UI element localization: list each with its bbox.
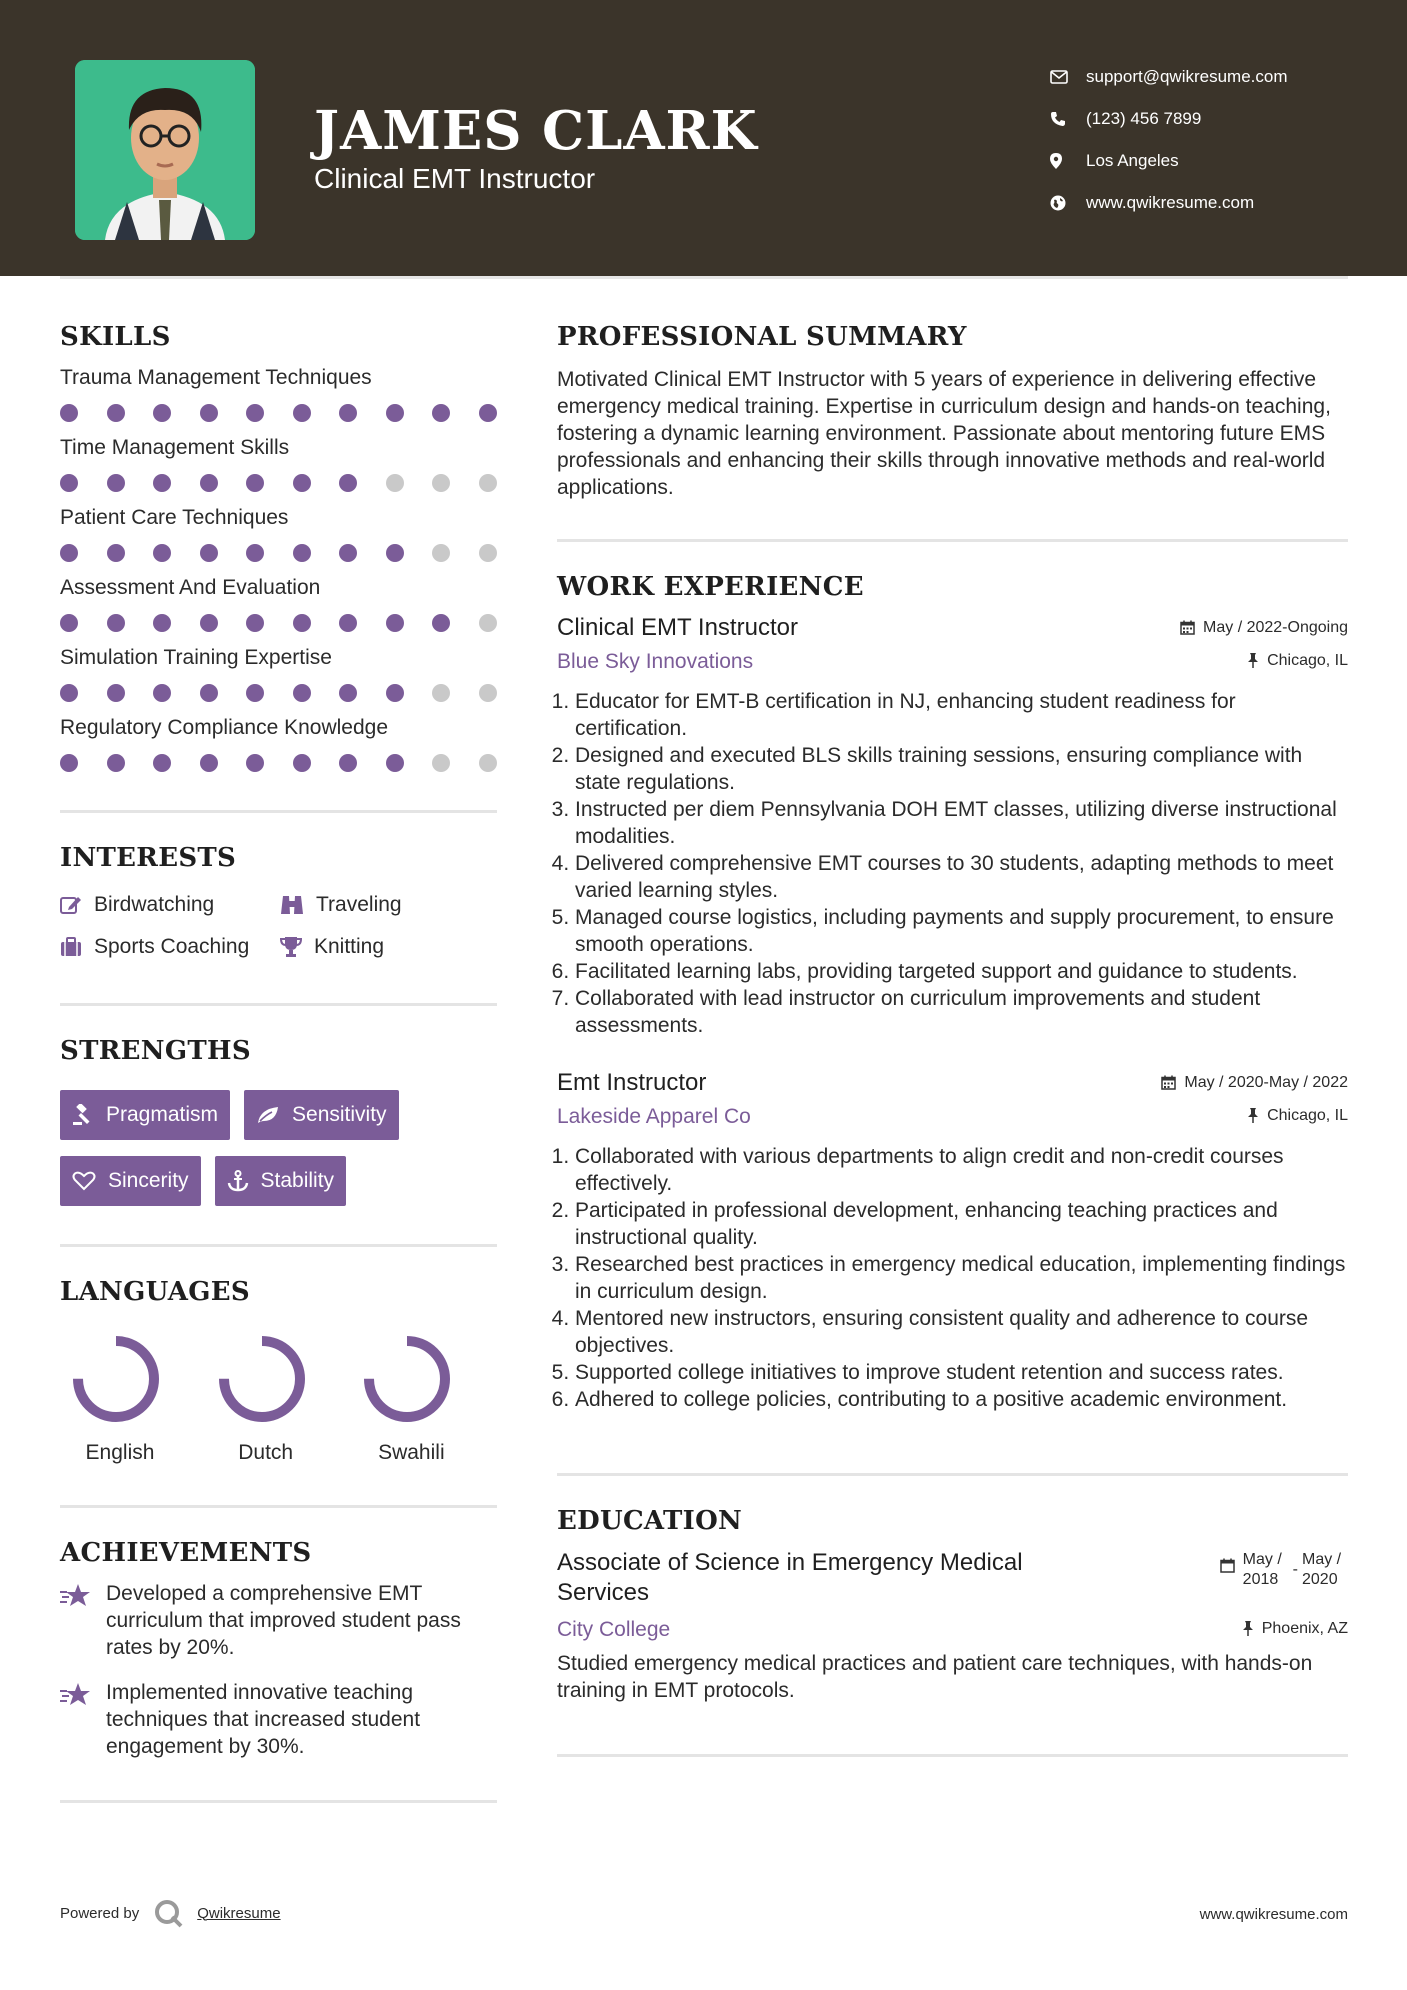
job-dates-text: May / 2020-May / 2022 [1184, 1073, 1348, 1091]
interest-item [280, 935, 480, 959]
duty-item: 3. Instructed per diem Pennsylvania DOH EMT classes, utilizing diverse instructional modalities. [575, 796, 1348, 850]
pushpin-icon [1247, 1108, 1259, 1123]
company-name: Lakeside Apparel Co [557, 1105, 751, 1128]
job-location-text: Chicago, IL [1267, 651, 1348, 669]
contact-website-text: www.qwikresume.com [1086, 193, 1255, 212]
globe-icon [1050, 195, 1086, 211]
qwikresume-logo-icon [153, 1898, 185, 1928]
rating-dot-filled [432, 404, 450, 422]
skills-section [60, 322, 497, 772]
candidate-title: Clinical EMT Instructor [314, 163, 596, 194]
achievements-heading: ACHIEVEMENTS [60, 1538, 312, 1568]
education-description: Studied emergency medical practices and patient care techniques, with hands-on training in EMT protocols. [557, 1652, 1313, 1702]
contact-website[interactable] [1050, 182, 1380, 224]
duty-item: 7. Collaborated with lead instructor on curriculum improvements and student assessments. [575, 985, 1348, 1039]
skills-list [60, 366, 497, 772]
rating-dot-filled [200, 614, 218, 632]
education-location [1242, 1620, 1348, 1638]
interests-section [60, 843, 497, 959]
rating-dot-filled [386, 404, 404, 422]
job-dates [1180, 619, 1348, 637]
skills-heading: SKILLS [60, 322, 171, 352]
education-location-text: Phoenix, AZ [1261, 1619, 1348, 1637]
header-divider [60, 276, 1348, 279]
duty-item: 4. Delivered comprehensive EMT courses to 30 students, adapting methods to meet varied learning styles. [575, 850, 1348, 904]
rating-dot-filled [479, 404, 497, 422]
rating-dot-filled [246, 474, 264, 492]
section-divider [60, 1505, 497, 1508]
rating-dot-filled [432, 614, 450, 632]
rating-dot-filled [107, 544, 125, 562]
strengths-heading: STRENGTHS [60, 1036, 251, 1066]
skill-name: Simulation Training Expertise [60, 646, 332, 669]
rating-dot-filled [386, 754, 404, 772]
languages-heading: LANGUAGES [60, 1277, 250, 1307]
language-item [60, 1329, 206, 1465]
skill-name: Regulatory Compliance Knowledge [60, 716, 389, 739]
rating-dot-filled [246, 614, 264, 632]
rating-dot-filled [339, 614, 357, 632]
school-name: City College [557, 1618, 671, 1641]
strength-label: Sincerity [108, 1169, 189, 1192]
left-column [60, 322, 497, 1803]
rating-dot-filled [153, 684, 171, 702]
language-level-ring [66, 1329, 166, 1429]
powered-by-text: Powered by [60, 1904, 140, 1922]
rating-dot-filled [60, 684, 78, 702]
rating-dot-filled [246, 404, 264, 422]
rating-dot-filled [339, 684, 357, 702]
qwikresume-link[interactable]: Qwikresume [197, 1904, 281, 1922]
education-date-start: May / 2018 [1242, 1551, 1282, 1588]
gavel-icon [72, 1104, 94, 1126]
rating-dot-filled [293, 544, 311, 562]
map-pin-icon [1050, 153, 1086, 169]
strength-tag [60, 1090, 230, 1140]
pushpin-icon [1242, 1621, 1254, 1636]
strength-label: Sensitivity [292, 1103, 387, 1126]
contact-phone-text: (123) 456 7899 [1086, 109, 1202, 128]
contact-email-text: support@qwikresume.com [1086, 67, 1288, 86]
rating-dot-filled [153, 754, 171, 772]
rating-dot-empty [479, 754, 497, 772]
section-divider [60, 1800, 497, 1803]
achievement-text: Implemented innovative teaching techniques that increased student engagement by 30%. [106, 1681, 421, 1758]
duty-item: 1. Educator for EMT-B certification in NJ, enhancing student readiness for certification. [575, 688, 1348, 742]
job-location-text: Chicago, IL [1267, 1106, 1348, 1124]
rating-dot-empty [432, 544, 450, 562]
skill-rating [60, 544, 497, 562]
rating-dot-filled [60, 754, 78, 772]
interest-item [60, 935, 280, 959]
heart-icon [72, 1171, 96, 1191]
rating-dot-filled [293, 474, 311, 492]
rating-dot-filled [246, 544, 264, 562]
language-item [206, 1329, 352, 1465]
rating-dot-filled [153, 404, 171, 422]
rating-dot-empty [479, 474, 497, 492]
degree-title: Associate of Science in Emergency Medical Services [557, 1549, 1023, 1606]
education-section [557, 1506, 1348, 1704]
strength-label: Stability [260, 1169, 335, 1192]
strengths-list [60, 1090, 497, 1206]
experience-heading: WORK EXPERIENCE [557, 572, 864, 602]
job-location [1247, 1107, 1348, 1125]
achievement-text: Developed a comprehensive EMT curriculum that improved student pass rates by 20%. [106, 1582, 461, 1659]
trophy-icon [280, 936, 302, 958]
rating-dot-filled [107, 404, 125, 422]
company-name: Blue Sky Innovations [557, 650, 754, 673]
calendar-icon [1161, 1075, 1176, 1090]
leaf-icon [256, 1105, 280, 1125]
interest-label: Sports Coaching [94, 935, 250, 958]
skill-name: Time Management Skills [60, 436, 290, 459]
education-dates [1220, 1550, 1348, 1608]
duties-list [557, 1143, 1348, 1413]
strength-tag [244, 1090, 399, 1140]
rating-dot-filled [200, 544, 218, 562]
rating-dot-filled [153, 544, 171, 562]
rating-dot-filled [339, 404, 357, 422]
language-level-ring [357, 1329, 457, 1429]
summary-section [557, 322, 1348, 501]
rating-dot-filled [200, 404, 218, 422]
rating-dot-empty [432, 684, 450, 702]
duty-item: 5. Managed course logistics, including payments and supply procurement, to ensure smooth operations. [575, 904, 1348, 958]
education-heading: EDUCATION [557, 1506, 743, 1536]
rating-dot-filled [293, 404, 311, 422]
language-label: English [85, 1441, 155, 1464]
rating-dot-filled [107, 474, 125, 492]
rating-dot-filled [107, 754, 125, 772]
skill-name: Assessment And Evaluation [60, 576, 321, 599]
achievements-section [60, 1538, 497, 1760]
duties-list [557, 688, 1348, 1039]
duty-item: 4. Mentored new instructors, ensuring consistent quality and adherence to course objectives. [575, 1305, 1348, 1359]
rating-dot-filled [60, 614, 78, 632]
rating-dot-empty [432, 474, 450, 492]
language-label: Dutch [238, 1441, 294, 1464]
job-title: Clinical EMT Instructor [557, 614, 798, 641]
calendar-icon [1180, 620, 1195, 635]
interest-item [280, 893, 480, 917]
rating-dot-filled [293, 754, 311, 772]
rating-dot-filled [200, 754, 218, 772]
rating-dot-filled [60, 544, 78, 562]
rating-dot-filled [200, 684, 218, 702]
language-item [351, 1329, 497, 1465]
rating-dot-filled [339, 754, 357, 772]
duty-item: 2. Participated in professional development, enhancing teaching practices and instructional quality. [575, 1197, 1348, 1251]
phone-icon [1050, 111, 1086, 127]
footer-branding [60, 1898, 281, 1928]
strength-tag [215, 1156, 347, 1206]
rating-dot-empty [386, 474, 404, 492]
rating-dot-filled [386, 544, 404, 562]
rating-dot-empty [479, 544, 497, 562]
rating-dot-empty [432, 754, 450, 772]
summary-text: Motivated Clinical EMT Instructor with 5 years of experience in delivering effective emergency medical training. Expertise in curriculum design and hands-on teaching, fostering a dynamic learning environment. Passionate about mentoring future EMS professionals and enhancing their skills through innovative methods and real-world applications. [557, 368, 1331, 499]
section-divider [60, 810, 497, 813]
summary-heading: PROFESSIONAL SUMMARY [557, 322, 967, 352]
job-title: Emt Instructor [557, 1069, 707, 1096]
avatar [75, 60, 255, 240]
calendar-icon [1220, 1558, 1235, 1573]
skill-name: Trauma Management Techniques [60, 366, 372, 389]
anchor-icon [227, 1170, 249, 1192]
rating-dot-filled [107, 684, 125, 702]
rating-dot-filled [153, 474, 171, 492]
strength-label: Pragmatism [106, 1103, 219, 1126]
interest-label: Knitting [314, 935, 385, 958]
language-label: Swahili [378, 1441, 445, 1464]
interests-list [60, 893, 497, 959]
language-level-arc [224, 1341, 300, 1417]
skill-rating [60, 474, 497, 492]
languages-list [60, 1329, 497, 1465]
skill-rating [60, 614, 497, 632]
section-divider [60, 1003, 497, 1006]
rating-dot-filled [107, 614, 125, 632]
contact-info [1050, 56, 1380, 224]
strengths-section [60, 1036, 497, 1206]
skill-rating [60, 404, 497, 422]
interest-item [60, 893, 280, 917]
envelope-icon [1050, 70, 1086, 84]
job-location [1247, 652, 1348, 670]
job-dates-text: May / 2022-Ongoing [1203, 618, 1348, 636]
contact-email[interactable] [1050, 56, 1380, 98]
contact-location [1050, 140, 1380, 182]
skill-rating [60, 684, 497, 702]
resume-header [0, 0, 1407, 276]
job-entry [557, 614, 1348, 1039]
duty-item: 2. Designed and executed BLS skills training sessions, ensuring compliance with state regulations. [575, 742, 1348, 796]
duty-item: 1. Collaborated with various departments to align credit and non-credit courses effectively. [575, 1143, 1348, 1197]
language-level-arc [78, 1341, 154, 1417]
skill-rating [60, 754, 497, 772]
duty-item: 6. Adhered to college policies, contributing to a positive academic environment. [575, 1386, 1348, 1413]
language-level-arc [369, 1341, 445, 1417]
language-level-ring [212, 1329, 312, 1429]
footer-website[interactable]: www.qwikresume.com [1199, 1906, 1348, 1923]
right-column [557, 322, 1348, 1757]
edit-icon [60, 895, 82, 915]
rating-dot-filled [386, 614, 404, 632]
briefcase-icon [60, 937, 82, 957]
interest-label: Birdwatching [94, 893, 215, 916]
rating-dot-filled [339, 474, 357, 492]
strength-tag [60, 1156, 201, 1206]
duty-item: 6. Facilitated learning labs, providing targeted support and guidance to students. [575, 958, 1348, 985]
rating-dot-filled [60, 474, 78, 492]
achievement-item [60, 1679, 497, 1760]
star-badge-icon [60, 1681, 92, 1707]
section-divider [60, 1244, 497, 1247]
profile-photo [75, 60, 255, 240]
section-divider [557, 539, 1348, 542]
rating-dot-filled [60, 404, 78, 422]
achievement-item [60, 1580, 497, 1661]
job-dates [1161, 1074, 1348, 1092]
rating-dot-filled [293, 684, 311, 702]
pushpin-icon [1247, 653, 1259, 668]
contact-location-text: Los Angeles [1086, 151, 1179, 170]
education-date-end: May / 2020 [1302, 1551, 1342, 1588]
star-badge-icon [60, 1582, 92, 1608]
job-entry [557, 1069, 1348, 1413]
binoculars-icon [280, 894, 304, 916]
contact-phone[interactable] [1050, 98, 1380, 140]
candidate-name: JAMES CLARK [314, 100, 758, 162]
rating-dot-filled [246, 754, 264, 772]
interests-heading: INTERESTS [60, 843, 237, 873]
languages-section [60, 1277, 497, 1465]
rating-dot-filled [246, 684, 264, 702]
duty-item: 3. Researched best practices in emergency medical education, implementing findings in curriculum design. [575, 1251, 1348, 1305]
rating-dot-filled [200, 474, 218, 492]
rating-dot-filled [293, 614, 311, 632]
interest-label: Traveling [316, 893, 402, 916]
section-divider [557, 1754, 1348, 1757]
rating-dot-empty [479, 614, 497, 632]
duty-item: 5. Supported college initiatives to improve student retention and success rates. [575, 1359, 1348, 1386]
rating-dot-filled [153, 614, 171, 632]
education-date-separator: - [1292, 1561, 1298, 1578]
rating-dot-empty [479, 684, 497, 702]
rating-dot-filled [386, 684, 404, 702]
skill-name: Patient Care Techniques [60, 506, 289, 529]
section-divider [557, 1473, 1348, 1476]
experience-section [557, 572, 1348, 1413]
rating-dot-filled [339, 544, 357, 562]
